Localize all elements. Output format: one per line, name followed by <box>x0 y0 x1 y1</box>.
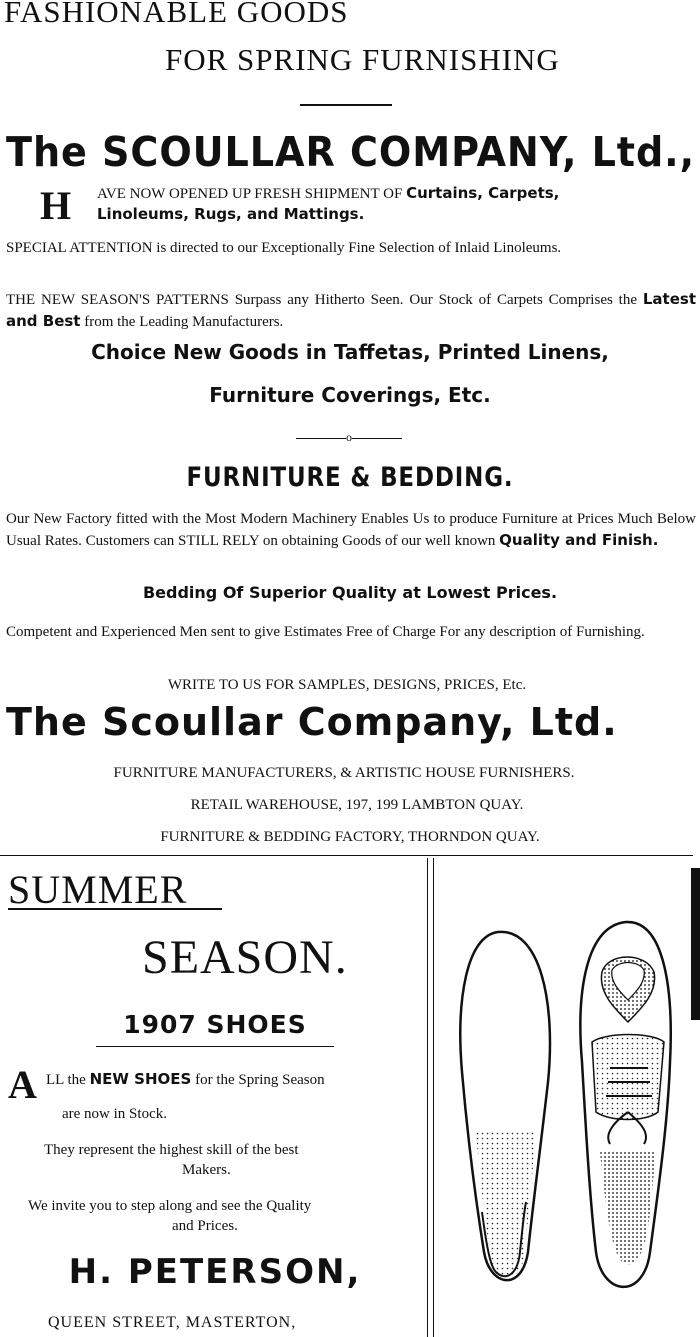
peterson-line-5: We invite you to step along and see the Quality <box>28 1198 312 1214</box>
para-special-attention: SPECIAL ATTENTION is directed to our Exceptionally Fine Selection of Inlaid Linoleums. <box>6 240 562 256</box>
choice-line-2: Furniture Coverings, Etc. <box>209 383 491 407</box>
patterns-end: from the Leading Manufacturers. <box>80 314 284 330</box>
write-line: WRITE TO US FOR SAMPLES, DESIGNS, PRICES, Etc. <box>167 677 527 693</box>
peterson-name: H. PETERSON, <box>68 1252 362 1292</box>
section-separator <box>0 855 693 856</box>
shoes-illustration <box>436 912 692 1337</box>
peterson-line-6: and Prices. <box>172 1218 238 1234</box>
shoes-heading-rule <box>96 1046 334 1047</box>
ornament-rule-right <box>352 438 402 439</box>
furniture-bedding-heading: FURNITURE & BEDDING. <box>186 462 514 493</box>
peterson-line-1-plain: LL the <box>46 1072 90 1088</box>
para-estimates: Competent and Experienced Men sent to give Estimates Free of Charge For any description of Furnishing. <box>6 624 645 640</box>
peterson-line-1-end: for the Spring Season <box>191 1072 325 1088</box>
factory-line: FURNITURE & BEDDING FACTORY, THORNDON QUAY. <box>160 829 540 845</box>
ornament-divider <box>296 430 402 445</box>
header-divider <box>300 104 392 106</box>
shoe-sole-icon <box>460 932 550 1280</box>
peterson-line-4: Makers. <box>182 1162 231 1178</box>
peterson-line-2: are now in Stock. <box>62 1106 167 1122</box>
ornament-rule-left <box>296 438 346 439</box>
warehouse-line: RETAIL WAREHOUSE, 197, 199 LAMBTON QUAY. <box>190 797 524 813</box>
manufacturers-line: FURNITURE MANUFACTURERS, & ARTISTIC HOUSE FURNISHERS. <box>113 765 575 781</box>
intro-bold-2: Linoleums, Rugs, and Mattings. <box>97 205 365 223</box>
peterson-dropcap: A <box>8 1062 37 1107</box>
peterson-line-1-bold: NEW SHOES <box>89 1070 192 1088</box>
para-new-patterns <box>6 289 696 333</box>
header-line-2: FOR SPRING FURNISHING <box>165 42 560 77</box>
intro-bold-1: Curtains, Carpets, <box>406 184 560 202</box>
season-heading: SEASON. <box>142 931 348 984</box>
factory-plain: Our New Factory fitted with the Most Modern Machinery Enables Us to produce Furniture at Prices Much Below Usual Rates. Customers can STILL RELY on obtaining Goods of our well known <box>6 511 696 549</box>
header-line-1: FASHIONABLE GOODS <box>4 0 349 29</box>
patterns-bold: Latest and Best <box>6 290 696 330</box>
para-new-factory <box>6 509 696 552</box>
peterson-line-3: They represent the highest skill of the best <box>44 1142 299 1158</box>
intro-dropcap: H <box>40 183 72 228</box>
company-name: The SCOULLAR COMPANY, Ltd., <box>6 128 696 176</box>
intro-plain: AVE NOW OPENED UP FRESH SHIPMENT OF <box>97 186 407 202</box>
shoes-heading: 1907 SHOES <box>123 1010 307 1039</box>
patterns-plain: THE NEW SEASON'S PATTERNS Surpass any Hitherto Seen. Our Stock of Carpets Comprises the <box>6 292 643 308</box>
factory-bold: Quality and Finish. <box>499 531 659 549</box>
peterson-line-1 <box>46 1070 325 1089</box>
peterson-address: QUEEN STREET, MASTERTON, <box>48 1314 297 1331</box>
shoe-brogue-icon <box>580 922 670 1287</box>
summer-underline <box>8 908 222 910</box>
bedding-line: Bedding Of Superior Quality at Lowest Prices. <box>142 583 558 602</box>
intro-line-1 <box>97 184 559 203</box>
company-name-2: The Scoullar Company, Ltd. <box>6 700 618 744</box>
summer-heading: SUMMER <box>8 867 188 912</box>
ornament-mark: o <box>346 430 352 444</box>
choice-line-1: Choice New Goods in Taffetas, Printed Linens, <box>91 340 609 364</box>
